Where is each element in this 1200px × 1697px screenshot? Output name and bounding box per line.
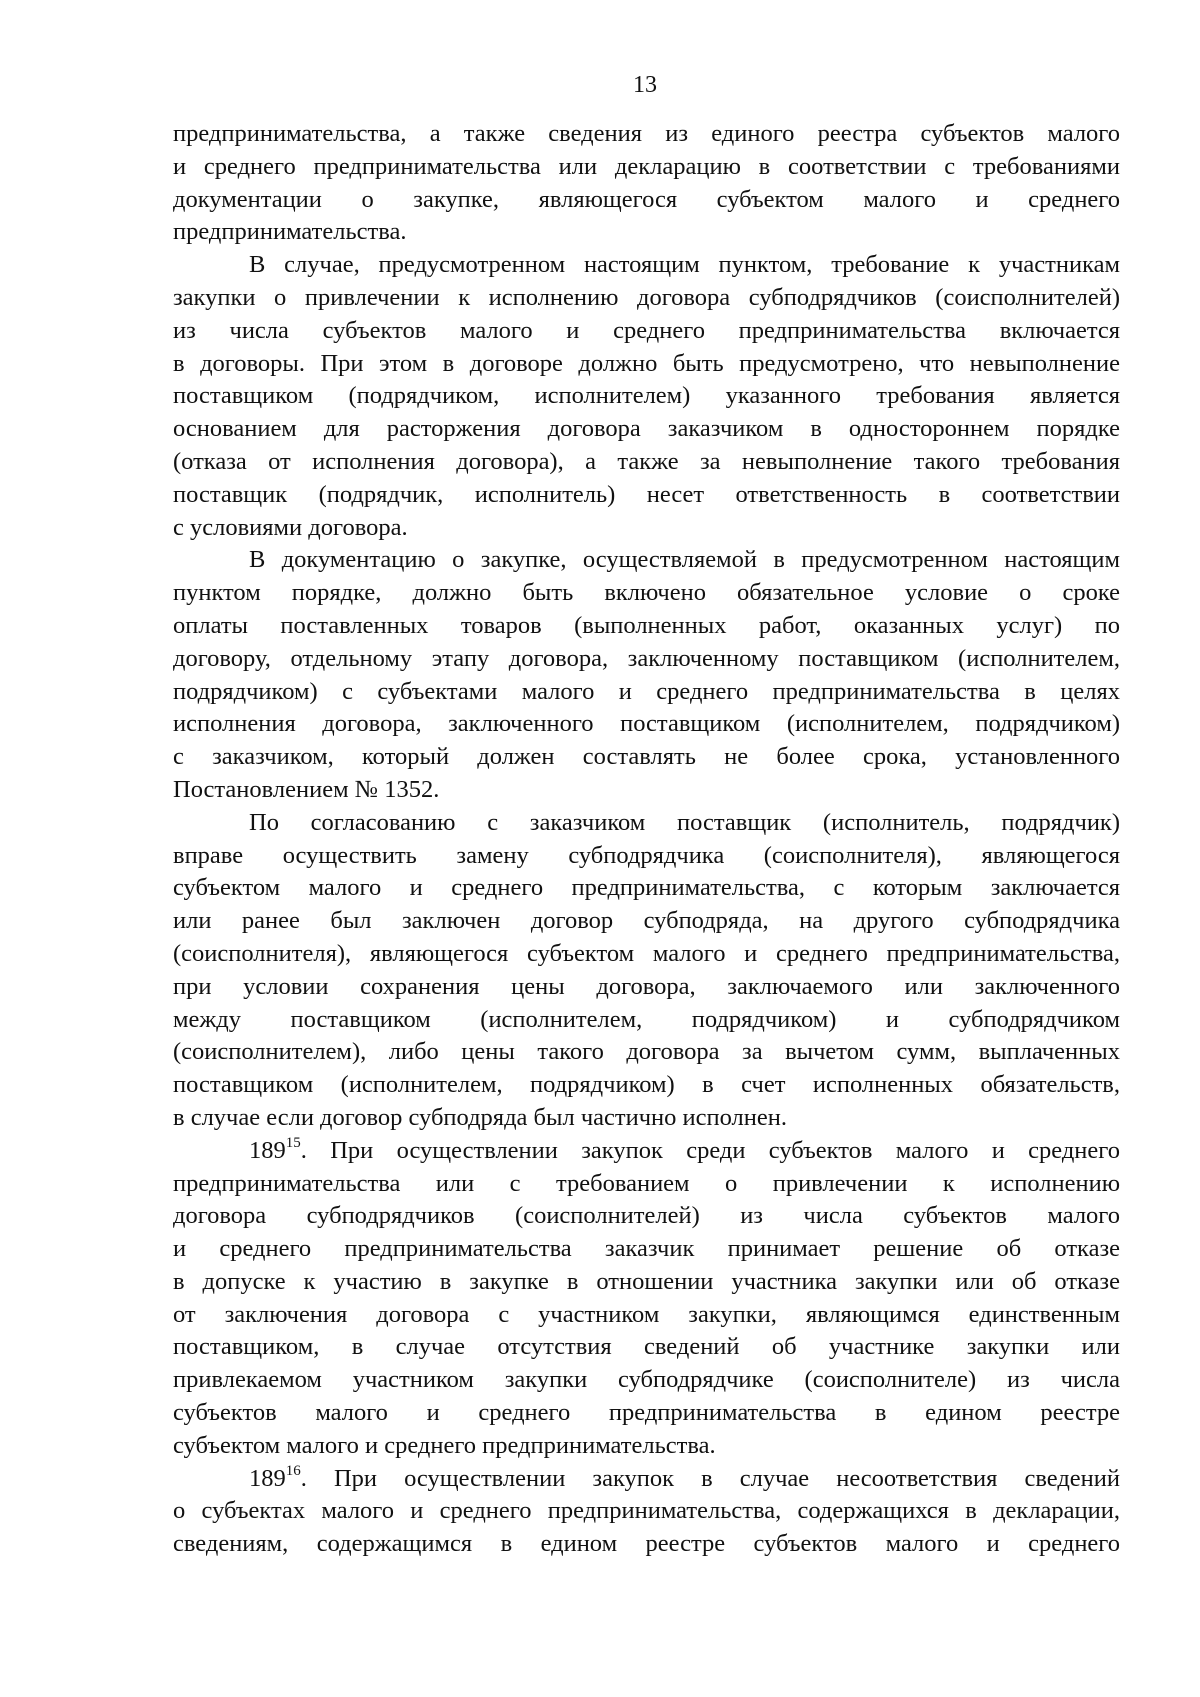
- page-number: 13: [633, 72, 657, 98]
- text-line: [173, 1463, 1120, 1496]
- text-line: закупки о привлечении к исполнению договора субподрядчиков (соисполнителей): [173, 283, 1120, 311]
- text-line: предпринимательства, а также сведения из единого реестра субъектов малого: [173, 120, 1120, 147]
- text-line: субъектом малого и среднего предпринимательства.: [173, 1431, 716, 1459]
- text-line: субъектов малого и среднего предпринимательства в едином реестре: [173, 1399, 1120, 1427]
- text-line: в договоры. При этом в договоре должно быть предусмотрено, что невыполнение: [173, 349, 1120, 377]
- text-line: Постановлением № 1352.: [173, 775, 440, 803]
- text-line: исполнения договора, заключенного поставщиком (исполнителем, подрядчиком): [173, 710, 1120, 738]
- text-line: при условии сохранения цены договора, заключаемого или заключенного: [173, 972, 1120, 1000]
- text-line: поставщиком (исполнителем, подрядчиком) в счет исполненных обязательств,: [173, 1071, 1120, 1099]
- paragraph: [173, 118, 1120, 249]
- text-line: поставщиком (подрядчиком, исполнителем) указанного требования является: [173, 382, 1120, 410]
- text-line: сведениям, содержащимся в едином реестре субъектов малого и среднего: [173, 1530, 1120, 1558]
- text-line: в допуске к участию в закупке в отношении участника закупки или об отказе: [173, 1267, 1120, 1295]
- text-line: В случае, предусмотренном настоящим пунктом, требование к участникам: [249, 251, 1120, 279]
- text-line: документации о закупке, являющегося субъектом малого и среднего: [173, 185, 1120, 213]
- text-line: и среднего предпринимательства или декларацию в соответствии с требованиями: [173, 152, 1120, 180]
- text-line: По согласованию с заказчиком поставщик (исполнитель, подрядчик): [249, 808, 1120, 836]
- text-line: поставщик (подрядчик, исполнитель) несет ответственность в соответствии: [173, 480, 1120, 508]
- text-line-content: . При осуществлении закупок в случае несоответствия сведений: [300, 1464, 1120, 1492]
- paragraph-item-189-16: [173, 1463, 1120, 1561]
- text-line: (соисполнителя), являющегося субъектом малого и среднего предпринимательства,: [173, 939, 1120, 967]
- text-line: оплаты поставленных товаров (выполненных работ, оказанных услуг) по: [173, 611, 1120, 639]
- text-line: и среднего предпринимательства заказчик принимает решение об отказе: [173, 1235, 1120, 1263]
- paragraph: [173, 544, 1120, 806]
- text-line: с условиями договора.: [173, 513, 408, 541]
- paragraph-item-189-15: [173, 1135, 1120, 1463]
- text-line: основанием для расторжения договора заказчиком в одностороннем порядке: [173, 415, 1120, 443]
- item-number: 189: [249, 1136, 286, 1164]
- text-line: договору, отдельному этапу договора, заключенному поставщиком (исполнителем,: [173, 644, 1120, 672]
- text-line: из числа субъектов малого и среднего предпринимательства включается: [173, 316, 1120, 344]
- text-line: поставщиком, в случае отсутствия сведений об участнике закупки или: [173, 1333, 1120, 1361]
- item-superscript: 15: [285, 1134, 301, 1151]
- item-superscript: 16: [285, 1462, 301, 1479]
- text-line: подрядчиком) с субъектами малого и среднего предпринимательства в целях: [173, 677, 1120, 705]
- text-line: (отказа от исполнения договора), а также за невыполнение такого требования: [173, 447, 1120, 475]
- text-line-content: . При осуществлении закупок среди субъектов малого и среднего: [300, 1136, 1120, 1164]
- text-line: субъектом малого и среднего предпринимательства, с которым заключается: [173, 874, 1120, 902]
- text-line: вправе осуществить замену субподрядчика (соисполнителя), являющегося: [173, 841, 1120, 869]
- text-line: предпринимательства или с требованием о привлечении к исполнению: [173, 1169, 1120, 1197]
- text-line: между поставщиком (исполнителем, подрядчиком) и субподрядчиком: [173, 1005, 1120, 1033]
- text-line: предпринимательства.: [173, 218, 407, 246]
- document-body: [173, 118, 1120, 1561]
- text-line: или ранее был заключен договор субподряда, на другого субподрядчика: [173, 907, 1120, 935]
- text-line: пунктом порядке, должно быть включено обязательное условие о сроке: [173, 579, 1120, 607]
- text-line: в случае если договор субподряда был частично исполнен.: [173, 1103, 787, 1131]
- text-line: от заключения договора с участником закупки, являющимся единственным: [173, 1300, 1120, 1328]
- text-line: В документацию о закупке, осуществляемой в предусмотренном настоящим: [249, 546, 1120, 574]
- text-line: (соисполнителем), либо цены такого договора за вычетом сумм, выплаченных: [173, 1038, 1120, 1066]
- text-line: договора субподрядчиков (соисполнителей) из числа субъектов малого: [173, 1202, 1120, 1230]
- text-line: [173, 1135, 1120, 1168]
- text-line: о субъектах малого и среднего предпринимательства, содержащихся в декларации,: [173, 1497, 1120, 1525]
- paragraph: [173, 807, 1120, 1135]
- item-number: 189: [249, 1464, 286, 1492]
- paragraph: [173, 249, 1120, 544]
- text-line: привлекаемом участником закупки субподрядчике (соисполнителе) из числа: [173, 1366, 1120, 1394]
- text-line: с заказчиком, который должен составлять не более срока, установленного: [173, 743, 1120, 771]
